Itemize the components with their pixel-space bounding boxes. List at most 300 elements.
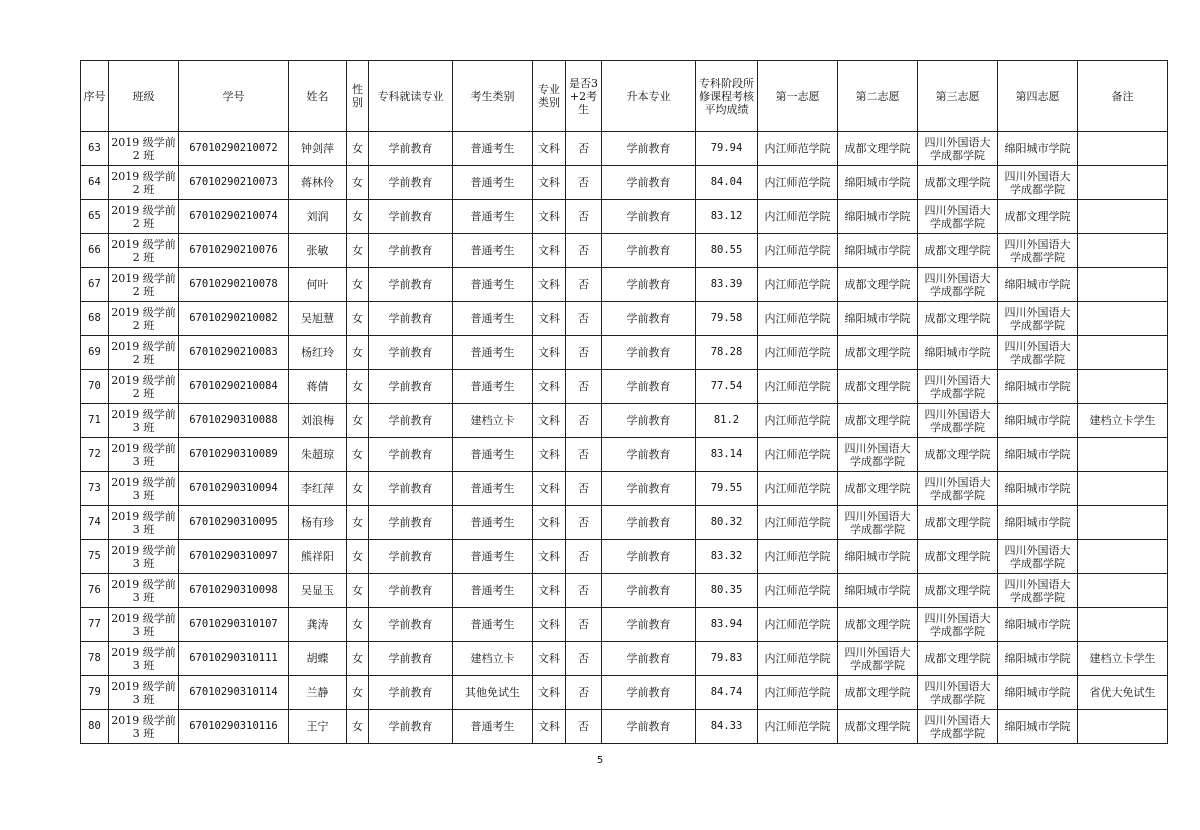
table-cell: 何叶 <box>289 268 347 302</box>
table-cell: 65 <box>81 200 109 234</box>
table-cell: 学前教育 <box>602 472 696 506</box>
table-cell: 83.94 <box>696 608 758 642</box>
table-cell: 普通考生 <box>453 438 533 472</box>
table-cell: 79.94 <box>696 132 758 166</box>
table-cell: 否 <box>566 268 602 302</box>
table-cell <box>1078 200 1168 234</box>
table-cell: 省优大免试生 <box>1078 676 1168 710</box>
table-cell: 学前教育 <box>369 472 453 506</box>
table-row <box>81 540 1168 574</box>
table-cell: 83.14 <box>696 438 758 472</box>
table-cell: 四川外国语大学成都学院 <box>918 404 998 438</box>
table-cell: 83.39 <box>696 268 758 302</box>
table-row <box>81 574 1168 608</box>
table-cell: 吴显玉 <box>289 574 347 608</box>
table-cell: 成都文理学院 <box>918 540 998 574</box>
table-cell: 女 <box>347 608 369 642</box>
table-cell: 80.35 <box>696 574 758 608</box>
table-cell: 文科 <box>533 438 566 472</box>
table-cell: 四川外国语大学成都学院 <box>918 268 998 302</box>
table-cell: 2019 级学前 3 班 <box>109 540 179 574</box>
table-row <box>81 710 1168 744</box>
column-header: 是否3+2考生 <box>566 61 602 132</box>
table-cell: 学前教育 <box>602 608 696 642</box>
table-cell: 学前教育 <box>369 268 453 302</box>
table-cell <box>1078 574 1168 608</box>
table-cell: 普通考生 <box>453 302 533 336</box>
table-cell: 学前教育 <box>602 268 696 302</box>
column-header: 序号 <box>81 61 109 132</box>
table-cell: 蒋倩 <box>289 370 347 404</box>
table-cell: 内江师范学院 <box>758 472 838 506</box>
table-cell: 文科 <box>533 642 566 676</box>
table-cell: 否 <box>566 438 602 472</box>
table-cell: 女 <box>347 370 369 404</box>
table-cell <box>1078 302 1168 336</box>
table-cell: 学前教育 <box>602 710 696 744</box>
table-row <box>81 302 1168 336</box>
table-cell: 成都文理学院 <box>838 132 918 166</box>
table-cell: 2019 级学前 3 班 <box>109 676 179 710</box>
table-cell: 学前教育 <box>602 506 696 540</box>
table-cell: 绵阳城市学院 <box>998 132 1078 166</box>
table-cell: 2019 级学前 3 班 <box>109 472 179 506</box>
table-cell <box>1078 370 1168 404</box>
table-cell: 否 <box>566 132 602 166</box>
page-number: 5 <box>596 755 604 766</box>
table-cell: 63 <box>81 132 109 166</box>
table-cell: 学前教育 <box>369 370 453 404</box>
table-cell: 刘浪梅 <box>289 404 347 438</box>
table-cell: 朱超琼 <box>289 438 347 472</box>
table-cell: 绵阳城市学院 <box>838 200 918 234</box>
table-cell: 四川外国语大学成都学院 <box>918 132 998 166</box>
column-header: 学号 <box>179 61 289 132</box>
table-cell: 学前教育 <box>369 506 453 540</box>
table-cell: 否 <box>566 302 602 336</box>
table-cell: 文科 <box>533 710 566 744</box>
table-cell: 女 <box>347 302 369 336</box>
table-cell: 学前教育 <box>369 234 453 268</box>
table-cell: 67010290310094 <box>179 472 289 506</box>
table-cell: 84.33 <box>696 710 758 744</box>
table-cell: 79.58 <box>696 302 758 336</box>
table-cell: 普通考生 <box>453 166 533 200</box>
table-cell: 普通考生 <box>453 200 533 234</box>
table-cell: 2019 级学前 2 班 <box>109 166 179 200</box>
table-cell: 内江师范学院 <box>758 268 838 302</box>
table-cell: 女 <box>347 642 369 676</box>
table-cell: 2019 级学前 3 班 <box>109 574 179 608</box>
table-cell: 78.28 <box>696 336 758 370</box>
table-cell: 文科 <box>533 404 566 438</box>
table-cell: 67010290210078 <box>179 268 289 302</box>
table-cell: 67010290310088 <box>179 404 289 438</box>
table-row <box>81 336 1168 370</box>
table-header <box>81 61 1168 132</box>
table-cell: 普通考生 <box>453 370 533 404</box>
table-cell: 建档立卡 <box>453 404 533 438</box>
table-cell: 绵阳城市学院 <box>998 710 1078 744</box>
table-cell: 2019 级学前 3 班 <box>109 404 179 438</box>
table-cell: 67010290210072 <box>179 132 289 166</box>
table-cell: 女 <box>347 268 369 302</box>
table-row <box>81 608 1168 642</box>
table-cell: 四川外国语大学成都学院 <box>918 472 998 506</box>
table-cell: 钟剑萍 <box>289 132 347 166</box>
table-cell: 普通考生 <box>453 608 533 642</box>
table-cell: 普通考生 <box>453 234 533 268</box>
table-cell: 否 <box>566 710 602 744</box>
table-cell: 内江师范学院 <box>758 336 838 370</box>
table-cell <box>1078 608 1168 642</box>
table-cell: 文科 <box>533 574 566 608</box>
column-header: 升本专业 <box>602 61 696 132</box>
table-cell: 普通考生 <box>453 540 533 574</box>
table-cell <box>1078 472 1168 506</box>
table-cell: 普通考生 <box>453 132 533 166</box>
table-cell: 绵阳城市学院 <box>838 540 918 574</box>
table-cell: 成都文理学院 <box>838 710 918 744</box>
table-cell: 67010290310089 <box>179 438 289 472</box>
column-header: 第四志愿 <box>998 61 1078 132</box>
table-cell: 2019 级学前 2 班 <box>109 200 179 234</box>
table-cell: 内江师范学院 <box>758 540 838 574</box>
table-cell: 刘润 <box>289 200 347 234</box>
table-cell: 66 <box>81 234 109 268</box>
table-cell: 李红萍 <box>289 472 347 506</box>
table-cell: 文科 <box>533 506 566 540</box>
table-cell: 文科 <box>533 540 566 574</box>
table-cell: 内江师范学院 <box>758 200 838 234</box>
table-cell: 学前教育 <box>369 438 453 472</box>
table-cell <box>1078 166 1168 200</box>
table-cell: 学前教育 <box>369 540 453 574</box>
table-cell: 67010290210083 <box>179 336 289 370</box>
table-cell: 79.83 <box>696 642 758 676</box>
table-cell: 67010290310107 <box>179 608 289 642</box>
column-header: 第二志愿 <box>838 61 918 132</box>
table-cell: 78 <box>81 642 109 676</box>
table-row <box>81 200 1168 234</box>
table-cell: 73 <box>81 472 109 506</box>
table-cell: 成都文理学院 <box>918 506 998 540</box>
table-cell: 绵阳城市学院 <box>998 506 1078 540</box>
table-cell: 四川外国语大学成都学院 <box>838 642 918 676</box>
table-body <box>81 132 1168 744</box>
table-row <box>81 642 1168 676</box>
table-cell: 学前教育 <box>369 200 453 234</box>
table-cell: 杨有珍 <box>289 506 347 540</box>
table-cell: 内江师范学院 <box>758 166 838 200</box>
table-cell: 学前教育 <box>369 642 453 676</box>
table-cell: 67010290210084 <box>179 370 289 404</box>
table-cell: 否 <box>566 234 602 268</box>
table-cell: 普通考生 <box>453 268 533 302</box>
table-cell: 文科 <box>533 608 566 642</box>
table-cell: 70 <box>81 370 109 404</box>
table-cell: 否 <box>566 608 602 642</box>
table-cell: 否 <box>566 540 602 574</box>
table-cell: 兰静 <box>289 676 347 710</box>
table-cell: 67010290210073 <box>179 166 289 200</box>
table-cell: 女 <box>347 132 369 166</box>
table-row <box>81 404 1168 438</box>
table-cell: 77 <box>81 608 109 642</box>
table-cell: 学前教育 <box>602 132 696 166</box>
table-cell: 75 <box>81 540 109 574</box>
table-cell: 蒋林伶 <box>289 166 347 200</box>
table-cell: 学前教育 <box>602 370 696 404</box>
table-cell: 女 <box>347 506 369 540</box>
table-cell: 女 <box>347 234 369 268</box>
table-cell: 绵阳城市学院 <box>838 234 918 268</box>
table-cell: 成都文理学院 <box>918 438 998 472</box>
table-cell: 熊祥阳 <box>289 540 347 574</box>
table-cell: 71 <box>81 404 109 438</box>
table-cell: 80.32 <box>696 506 758 540</box>
table-cell: 84.74 <box>696 676 758 710</box>
table-cell: 其他免试生 <box>453 676 533 710</box>
table-row <box>81 268 1168 302</box>
table-cell: 学前教育 <box>602 642 696 676</box>
table-cell: 四川外国语大学成都学院 <box>838 506 918 540</box>
table-cell: 四川外国语大学成都学院 <box>918 710 998 744</box>
table-cell: 绵阳城市学院 <box>838 574 918 608</box>
table-cell: 成都文理学院 <box>838 608 918 642</box>
table-cell: 64 <box>81 166 109 200</box>
table-cell: 79.55 <box>696 472 758 506</box>
table-cell: 67 <box>81 268 109 302</box>
table-cell: 2019 级学前 2 班 <box>109 268 179 302</box>
table-cell: 普通考生 <box>453 472 533 506</box>
table-cell: 成都文理学院 <box>838 676 918 710</box>
table-cell: 内江师范学院 <box>758 574 838 608</box>
table-cell: 2019 级学前 2 班 <box>109 336 179 370</box>
table-cell: 文科 <box>533 370 566 404</box>
table-cell: 建档立卡 <box>453 642 533 676</box>
table-row <box>81 166 1168 200</box>
table-cell: 四川外国语大学成都学院 <box>918 676 998 710</box>
table-cell: 文科 <box>533 132 566 166</box>
table-cell: 文科 <box>533 268 566 302</box>
table-cell: 女 <box>347 710 369 744</box>
table-cell: 否 <box>566 642 602 676</box>
column-header: 专业类别 <box>533 61 566 132</box>
table-cell: 绵阳城市学院 <box>998 268 1078 302</box>
table-cell: 女 <box>347 438 369 472</box>
table-cell: 文科 <box>533 302 566 336</box>
table-cell: 学前教育 <box>602 676 696 710</box>
column-header: 专科阶段所修课程考核平均成绩 <box>696 61 758 132</box>
table-cell: 学前教育 <box>369 404 453 438</box>
table-cell: 学前教育 <box>602 404 696 438</box>
table-cell <box>1078 132 1168 166</box>
table-cell: 内江师范学院 <box>758 642 838 676</box>
table-cell <box>1078 268 1168 302</box>
table-cell: 女 <box>347 336 369 370</box>
table-cell: 内江师范学院 <box>758 676 838 710</box>
table-cell: 四川外国语大学成都学院 <box>918 200 998 234</box>
table-cell: 内江师范学院 <box>758 506 838 540</box>
table-cell: 67010290310098 <box>179 574 289 608</box>
table-cell: 否 <box>566 506 602 540</box>
table-cell: 四川外国语大学成都学院 <box>998 574 1078 608</box>
table-cell: 绵阳城市学院 <box>998 472 1078 506</box>
table-cell: 80.55 <box>696 234 758 268</box>
table-cell: 67010290310116 <box>179 710 289 744</box>
table-cell: 四川外国语大学成都学院 <box>918 608 998 642</box>
table-cell: 普通考生 <box>453 710 533 744</box>
table-cell: 2019 级学前 3 班 <box>109 438 179 472</box>
table-cell: 2019 级学前 3 班 <box>109 506 179 540</box>
table-cell: 84.04 <box>696 166 758 200</box>
table-cell: 女 <box>347 676 369 710</box>
table-cell: 内江师范学院 <box>758 710 838 744</box>
table-cell: 绵阳城市学院 <box>838 302 918 336</box>
table-cell: 69 <box>81 336 109 370</box>
table-cell: 成都文理学院 <box>838 370 918 404</box>
table-cell: 学前教育 <box>602 302 696 336</box>
table-cell: 学前教育 <box>602 438 696 472</box>
table-cell: 80 <box>81 710 109 744</box>
table-cell: 67010290210076 <box>179 234 289 268</box>
header-row <box>81 61 1168 132</box>
table-cell: 文科 <box>533 234 566 268</box>
table-row <box>81 506 1168 540</box>
table-cell <box>1078 540 1168 574</box>
table-row <box>81 234 1168 268</box>
table-cell: 67010290210074 <box>179 200 289 234</box>
table-cell <box>1078 234 1168 268</box>
table-cell <box>1078 336 1168 370</box>
table-cell: 成都文理学院 <box>838 336 918 370</box>
table-cell: 2019 级学前 2 班 <box>109 370 179 404</box>
table-cell: 68 <box>81 302 109 336</box>
admission-table <box>80 60 1168 744</box>
table-cell: 四川外国语大学成都学院 <box>918 370 998 404</box>
table-cell: 内江师范学院 <box>758 302 838 336</box>
table-cell: 否 <box>566 200 602 234</box>
table-cell: 2019 级学前 2 班 <box>109 132 179 166</box>
table-cell: 四川外国语大学成都学院 <box>998 166 1078 200</box>
table-cell: 否 <box>566 574 602 608</box>
table-cell: 王宁 <box>289 710 347 744</box>
table-row <box>81 132 1168 166</box>
table-cell: 67010290310114 <box>179 676 289 710</box>
table-cell: 文科 <box>533 472 566 506</box>
table-cell: 学前教育 <box>602 166 696 200</box>
table-cell: 吴旭慧 <box>289 302 347 336</box>
table-cell: 女 <box>347 404 369 438</box>
table-cell: 67010290310111 <box>179 642 289 676</box>
table-cell: 83.32 <box>696 540 758 574</box>
table-cell <box>1078 710 1168 744</box>
table-cell: 学前教育 <box>602 200 696 234</box>
table-cell: 成都文理学院 <box>838 268 918 302</box>
table-cell: 胡蝶 <box>289 642 347 676</box>
table-cell: 2019 级学前 2 班 <box>109 234 179 268</box>
table-cell: 内江师范学院 <box>758 404 838 438</box>
table-cell: 内江师范学院 <box>758 370 838 404</box>
table-cell: 普通考生 <box>453 506 533 540</box>
table-cell: 76 <box>81 574 109 608</box>
table-cell: 女 <box>347 166 369 200</box>
table-cell: 内江师范学院 <box>758 234 838 268</box>
table-cell: 72 <box>81 438 109 472</box>
column-header: 班级 <box>109 61 179 132</box>
table-cell: 2019 级学前 3 班 <box>109 710 179 744</box>
table-cell: 成都文理学院 <box>918 574 998 608</box>
table-cell: 文科 <box>533 200 566 234</box>
table-cell: 学前教育 <box>369 336 453 370</box>
table-cell: 81.2 <box>696 404 758 438</box>
table-cell: 学前教育 <box>602 336 696 370</box>
table-cell: 四川外国语大学成都学院 <box>998 540 1078 574</box>
table-cell: 83.12 <box>696 200 758 234</box>
table-cell: 学前教育 <box>369 710 453 744</box>
table-cell: 学前教育 <box>369 608 453 642</box>
table-cell: 绵阳城市学院 <box>998 642 1078 676</box>
table-cell: 学前教育 <box>602 540 696 574</box>
table-cell: 成都文理学院 <box>838 472 918 506</box>
table-cell: 成都文理学院 <box>838 404 918 438</box>
table-cell: 成都文理学院 <box>998 200 1078 234</box>
table-cell: 建档立卡学生 <box>1078 404 1168 438</box>
table-cell: 否 <box>566 472 602 506</box>
column-header: 专科就读专业 <box>369 61 453 132</box>
column-header: 第一志愿 <box>758 61 838 132</box>
table-cell: 67010290310095 <box>179 506 289 540</box>
table-cell <box>1078 438 1168 472</box>
table-cell: 女 <box>347 540 369 574</box>
table-cell: 学前教育 <box>369 166 453 200</box>
table-cell: 普通考生 <box>453 336 533 370</box>
table-cell: 女 <box>347 200 369 234</box>
table-cell: 学前教育 <box>602 234 696 268</box>
table-cell: 79 <box>81 676 109 710</box>
table-row <box>81 676 1168 710</box>
table-cell: 成都文理学院 <box>918 302 998 336</box>
table-cell: 成都文理学院 <box>918 234 998 268</box>
table-cell: 女 <box>347 574 369 608</box>
table-cell: 成都文理学院 <box>918 166 998 200</box>
table-cell: 学前教育 <box>369 132 453 166</box>
table-cell: 否 <box>566 370 602 404</box>
table-cell: 否 <box>566 404 602 438</box>
table-cell: 女 <box>347 472 369 506</box>
table-cell <box>1078 506 1168 540</box>
table-cell: 否 <box>566 676 602 710</box>
table-cell: 杨红玲 <box>289 336 347 370</box>
table-cell: 绵阳城市学院 <box>998 370 1078 404</box>
table-cell: 龚涛 <box>289 608 347 642</box>
table-row <box>81 370 1168 404</box>
table-cell: 文科 <box>533 676 566 710</box>
table-cell: 普通考生 <box>453 574 533 608</box>
table-cell: 四川外国语大学成都学院 <box>998 234 1078 268</box>
table-cell: 张敏 <box>289 234 347 268</box>
table-cell: 四川外国语大学成都学院 <box>998 336 1078 370</box>
table-row <box>81 472 1168 506</box>
table-cell: 74 <box>81 506 109 540</box>
column-header: 姓名 <box>289 61 347 132</box>
table-cell: 建档立卡学生 <box>1078 642 1168 676</box>
column-header: 性别 <box>347 61 369 132</box>
table-cell: 学前教育 <box>369 676 453 710</box>
table-cell: 内江师范学院 <box>758 608 838 642</box>
table-row <box>81 438 1168 472</box>
